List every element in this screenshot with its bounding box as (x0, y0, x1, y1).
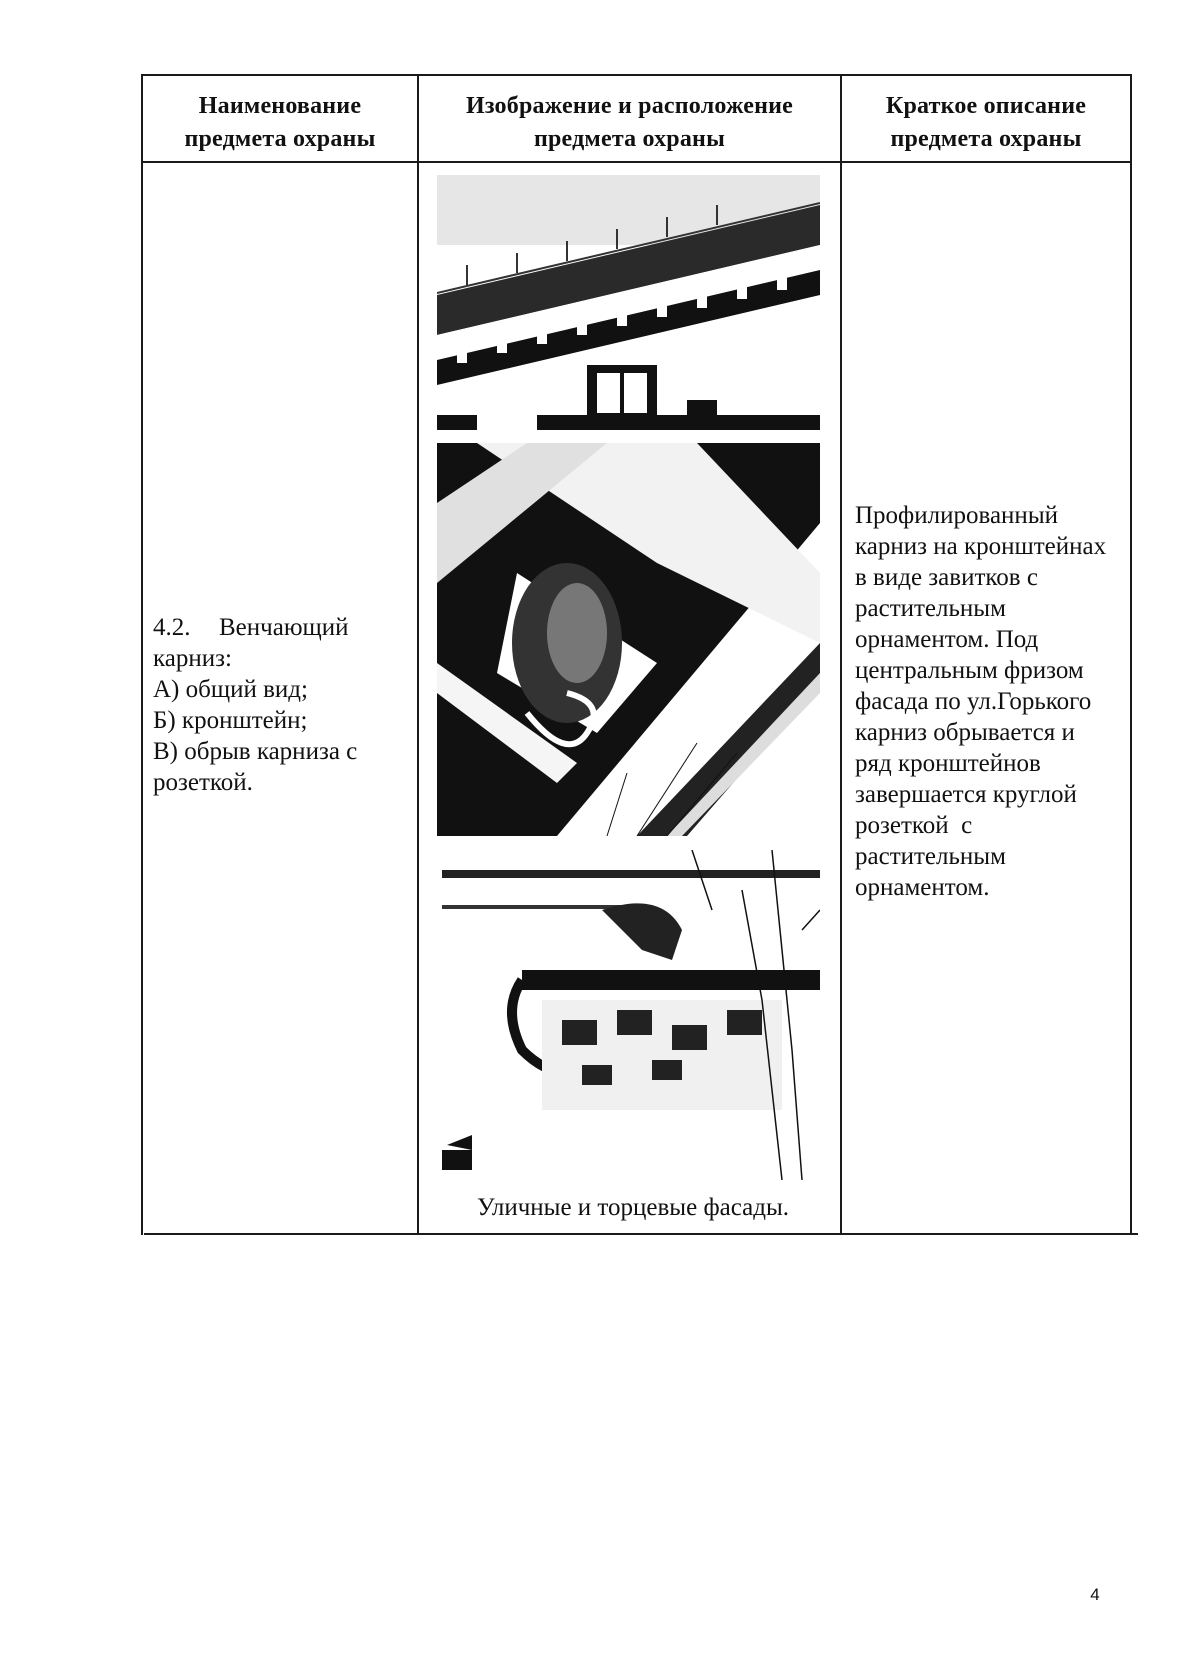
header-image-line-1: Изображение и расположение (465, 93, 794, 119)
header-description-line-2: предмета охраны (890, 126, 1082, 152)
description-line: фасада по ул.Горького (855, 688, 1092, 715)
header-description-column (842, 90, 1130, 156)
header-name-line-1: Наименование (198, 93, 362, 119)
bracket-photo (437, 443, 820, 836)
cornice-break-rosette-photo (442, 850, 820, 1180)
item-title-line (153, 612, 403, 643)
item-name-line: В) обрыв карниза с (153, 738, 358, 765)
description-line: завершается круглой (855, 781, 1077, 808)
description-line: орнаментом. Под (855, 626, 1039, 653)
header-description-line-1: Краткое описание (885, 93, 1087, 119)
description-line: карниз обрывается и (855, 719, 1075, 746)
table-header-divider (141, 161, 1132, 163)
item-name-line: Б) кронштейн; (153, 707, 308, 734)
image-caption: Уличные и торцевые фасады. (476, 1194, 790, 1221)
header-image-line-2: предмета охраны (533, 126, 726, 152)
item-name-line: карниз: (153, 645, 232, 672)
description-line: розеткой с (855, 812, 973, 839)
description-line: карниз на кронштейнах (855, 533, 1107, 560)
page-number: 4 (1090, 1585, 1100, 1604)
description-line: центральным фризом (855, 657, 1084, 684)
item-name-line: розеткой. (153, 769, 253, 796)
description-line: растительным (855, 843, 1006, 870)
header-image-column (419, 90, 840, 156)
table-left-border (141, 74, 143, 1235)
header-name-column (143, 90, 417, 156)
table-column-divider-1 (417, 74, 419, 1235)
description-line: орнаментом. (855, 874, 990, 901)
item-number: 4.2. (153, 614, 191, 641)
description-line: Профилированный (855, 502, 1058, 529)
cornice-general-view-photo (437, 175, 820, 430)
description-line: ряд кронштейнов (855, 750, 1041, 777)
item-name-line: А) общий вид; (153, 676, 308, 703)
item-title: Венчающий (219, 614, 349, 641)
protection-item-name (153, 612, 403, 798)
table-bottom-border (144, 1233, 1138, 1235)
table-column-divider-2 (840, 74, 842, 1235)
protection-item-description (855, 500, 1135, 903)
description-line: растительным (855, 595, 1006, 622)
table-top-border (141, 74, 1130, 76)
header-name-line-2: предмета охраны (184, 126, 376, 152)
description-line: в виде завитков с (855, 564, 1038, 591)
